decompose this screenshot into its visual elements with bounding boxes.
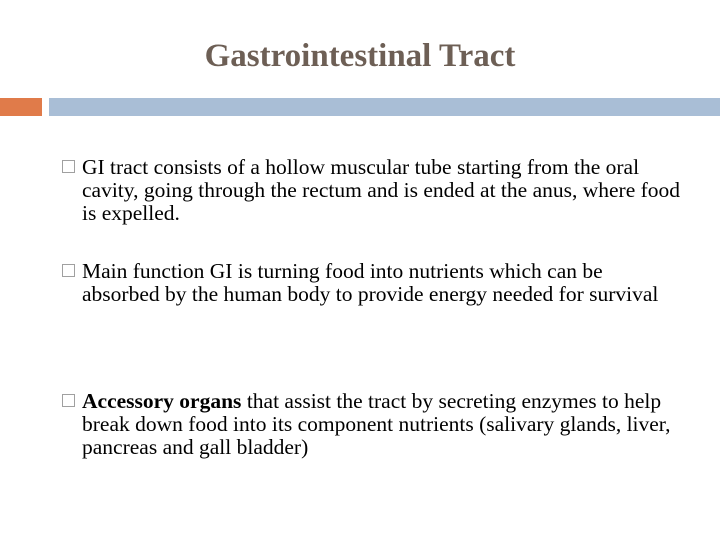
bullet-rest-text: that assist the tract by secreting enzymes to help break down food into its component nutrients (salivary glands, liver, pancreas and gall bladder) xyxy=(82,389,671,459)
bullet-square-icon xyxy=(62,160,75,173)
bullet-square-icon xyxy=(62,394,75,407)
bullet-text: GI tract consists of a hollow muscular tube starting from the oral cavity, going through the rectum and is ended at the anus, where food is expelled. xyxy=(82,155,681,225)
bullet-square-icon xyxy=(62,264,75,277)
bullet-text: Main function GI is turning food into nutrients which can be absorbed by the human body to provide energy needed for survival xyxy=(82,259,659,306)
bullet-item-1 xyxy=(62,156,682,225)
bullet-bold-term: Accessory organs xyxy=(82,389,242,413)
slide-title: Gastrointestinal Tract xyxy=(204,38,516,74)
accent-bar-blue xyxy=(49,98,720,116)
bullet-item-3 xyxy=(62,390,682,459)
bullet-item-2 xyxy=(62,260,682,306)
bullet-text xyxy=(82,390,682,459)
accent-bar-orange xyxy=(0,98,42,116)
